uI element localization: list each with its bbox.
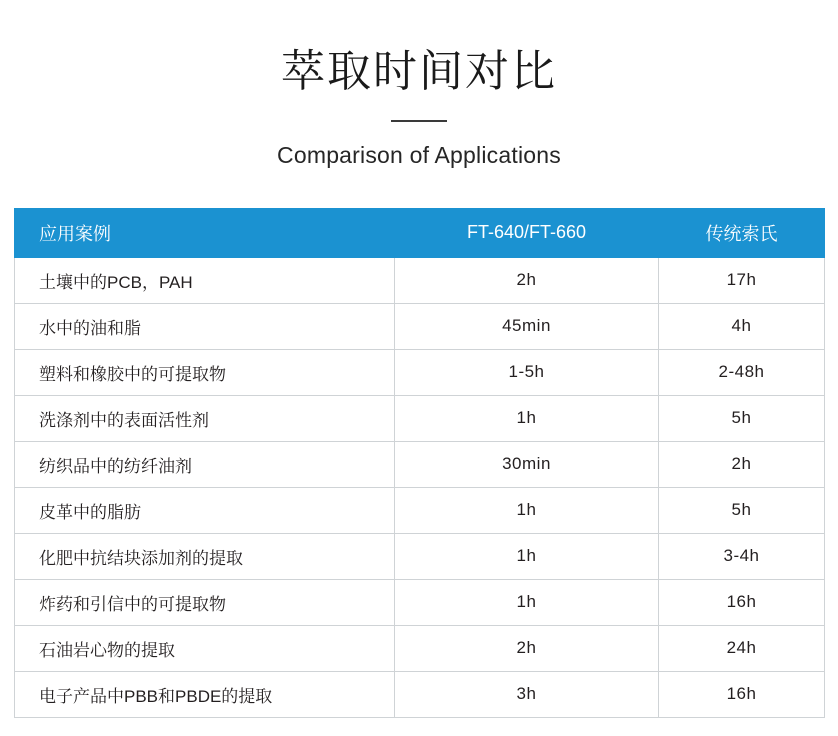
cell-soxhlet-time: 5h [659,487,825,533]
cell-soxhlet-time: 2-48h [659,349,825,395]
table-header [15,208,825,257]
cell-application: 石油岩心物的提取 [15,625,395,671]
table-row [15,579,825,625]
table-row [15,533,825,579]
cell-application: 炸药和引信中的可提取物 [15,579,395,625]
column-header-soxhlet: 传统索氏 [659,208,825,257]
cell-ft-time: 2h [395,625,659,671]
cell-soxhlet-time: 4h [659,303,825,349]
cell-soxhlet-time: 24h [659,625,825,671]
cell-ft-time: 1h [395,395,659,441]
cell-ft-time: 1h [395,533,659,579]
table-row [15,395,825,441]
table-row [15,349,825,395]
page-title: 萃取时间对比 [281,47,557,96]
cell-ft-time: 30min [395,441,659,487]
cell-soxhlet-time: 16h [659,579,825,625]
cell-soxhlet-time: 2h [659,441,825,487]
cell-application: 塑料和橡胶中的可提取物 [15,349,395,395]
cell-application: 电子产品中PBB和PBDE的提取 [15,671,395,717]
cell-application: 皮革中的脂肪 [15,487,395,533]
cell-ft-time: 45min [395,303,659,349]
table-row [15,441,825,487]
title-block [0,0,838,169]
cell-soxhlet-time: 3-4h [659,533,825,579]
table-row [15,625,825,671]
table-row [15,487,825,533]
cell-soxhlet-time: 16h [659,671,825,717]
title-divider [391,120,447,122]
cell-ft-time: 1h [395,487,659,533]
cell-application: 土壤中的PCB，PAH [15,257,395,303]
cell-ft-time: 3h [395,671,659,717]
cell-ft-time: 2h [395,257,659,303]
table-row [15,303,825,349]
cell-application: 化肥中抗结块添加剂的提取 [15,533,395,579]
cell-soxhlet-time: 17h [659,257,825,303]
column-header-ft: FT-640/FT-660 [395,208,659,257]
cell-ft-time: 1h [395,579,659,625]
cell-application: 纺织品中的纺纤油剂 [15,441,395,487]
table-row [15,257,825,303]
page-subtitle: Comparison of Applications [277,141,561,168]
table-body [15,257,825,717]
cell-soxhlet-time: 5h [659,395,825,441]
table-row [15,671,825,717]
cell-ft-time: 1-5h [395,349,659,395]
comparison-table-wrapper [14,208,824,718]
table-header-row [15,208,825,257]
cell-application: 水中的油和脂 [15,303,395,349]
comparison-table [14,208,825,718]
column-header-application: 应用案例 [15,208,395,257]
cell-application: 洗涤剂中的表面活性剂 [15,395,395,441]
